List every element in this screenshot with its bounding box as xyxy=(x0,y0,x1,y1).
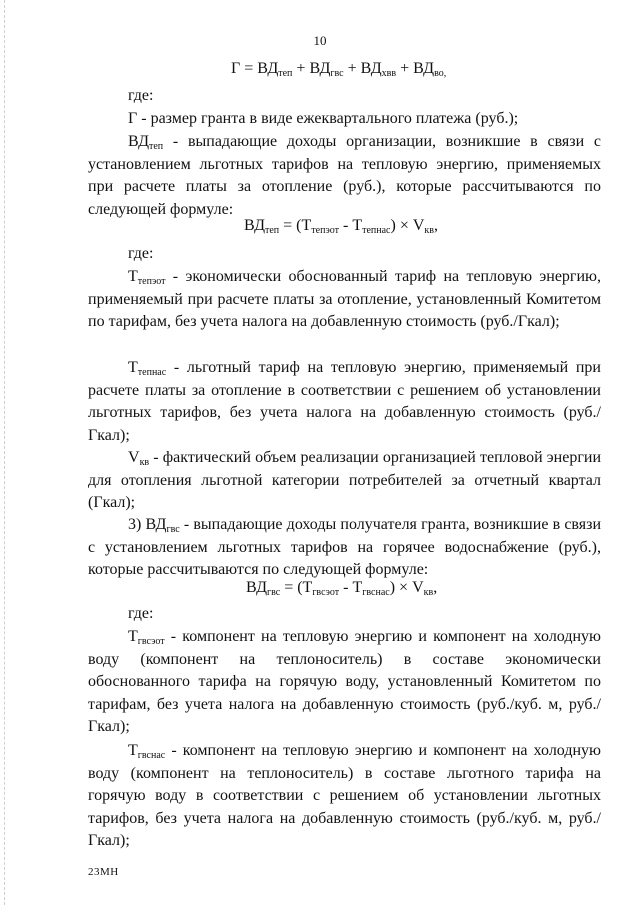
definition-t-gvs-eot: $Т_{гвсэот}$ - компонент на тепловую энергию и компонент на холодную воду (компонент на теплоноситель) в составе экономически обоснованного тарифа на горячую воду, установленный Комитетом по тарифам, без учета налога на добавленную стоимость (руб./куб. м, руб./Гкал); xyxy=(88,628,601,736)
definition-t-gvs-nas: $Т_{гвснас}$ - компонент на тепловую энергию и компонент на холодную воду (компонент на теплоноситель) в составе льготного тарифа на горячую воду в соответствии с решением об установлении льготных тарифов, без учета налога на добавленную стоимость (руб./куб. м, руб./Гкал); xyxy=(88,742,601,850)
where-label: где: xyxy=(128,245,154,262)
formula-vd-tep: $ВД_{теп} = (Т_{тепэот} - Т_{тепнас}) \times V_{кв}$, xyxy=(244,217,438,236)
definition-v-kv: $V_{кв}$ - фактический объем реализации организацией тепловой энергии для отопления льготной категории потребителей за отчетный квартал (Гкал); xyxy=(88,449,601,512)
formula-vd-gvs: $ВД_{гвс} = (Т_{гвсэот} - Т_{гвснас}) \times V_{кв}$, xyxy=(246,579,438,598)
definition-t-tep-eot: $Т_{тепэот}$ - экономически обоснованный тариф на тепловую энергию, применяемый при расчете платы за отопление, установленный Комитетом по тарифам, без учета налога на добавленную стоимость (руб./Гкал); xyxy=(88,268,601,331)
item-3-vd-gvs: 3) $ВД_{гвс}$ - выпадающие доходы получателя гранта, возникшие в связи с установлением льготных тарифов на горячее водоснабжение (руб.), которые рассчитываются по следующей формуле: xyxy=(88,516,602,579)
scan-margin-line xyxy=(4,0,6,905)
page-number: 10 xyxy=(313,33,327,48)
where-label: где: xyxy=(128,605,154,622)
where-label: где: xyxy=(128,87,154,104)
formula-grant: $Г = ВД_{теп} + ВД_{гвс} + ВД_{хвв} + ВД_{во,}$ xyxy=(231,60,447,79)
definition-vd-tep: $ВД_{теп}$ - выпадающие доходы организации, возникшие в связи с установлением льготных тарифов на тепловую энергию, применяемых при расчете платы за отопление (руб.), которые рассчитываются по следующей формуле: xyxy=(88,133,601,218)
definition-grant: Г - размер гранта в виде ежеквартального платежа (руб.); xyxy=(128,110,519,127)
document-code: 23МН xyxy=(88,866,119,878)
definition-t-tep-nas: $Т_{тепнас}$ - льготный тариф на тепловую энергию, применяемый при расчете платы за отопление в соответствии с решением об установлении льготных тарифов, без учета налога на добавленную стоимость (руб./Гкал); xyxy=(88,359,601,444)
